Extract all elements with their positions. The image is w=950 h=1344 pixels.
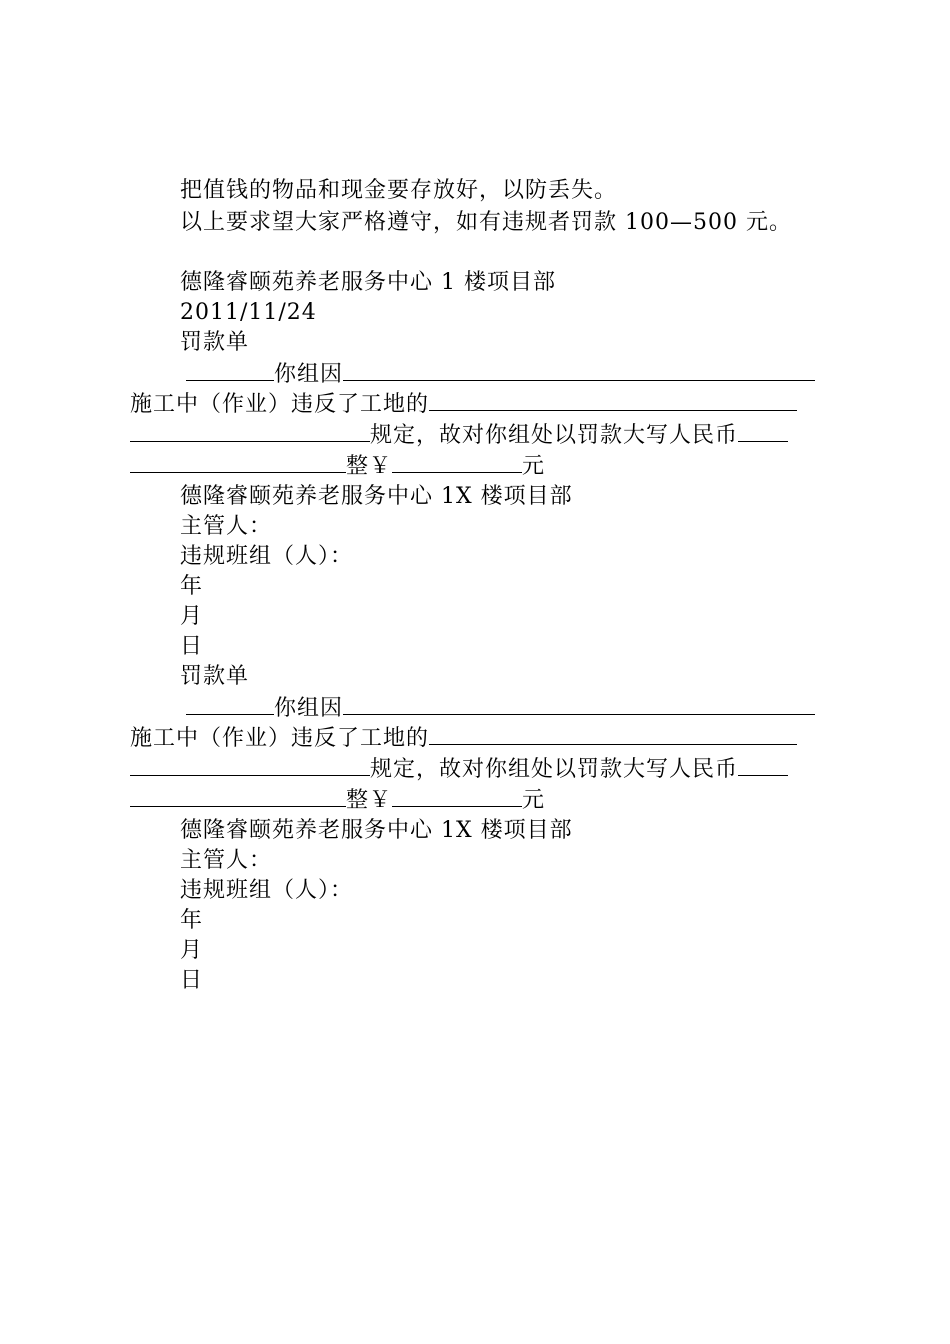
- form-amount-line: [130, 452, 545, 482]
- because-text: 你组因: [274, 362, 344, 387]
- yuan-text: 元: [522, 788, 546, 813]
- because-text: 你组因: [274, 696, 344, 721]
- form-reason-line: [186, 360, 815, 390]
- form-year: 年: [180, 574, 204, 599]
- yuan-text: 元: [522, 454, 546, 479]
- amount-number-blank[interactable]: [392, 786, 522, 807]
- amount-number-blank[interactable]: [392, 452, 522, 473]
- construction-text: 施工中（作业）违反了工地的: [130, 726, 430, 751]
- reason-blank[interactable]: [343, 360, 815, 381]
- form-title: 罚款单: [180, 664, 250, 689]
- form-rule-line: [130, 421, 788, 451]
- form-day: 日: [180, 634, 204, 659]
- rule-blank-cont[interactable]: [130, 755, 370, 776]
- form-org: 德隆睿颐苑养老服务中心 1X 楼项目部: [180, 484, 573, 509]
- whole-text: 整￥: [346, 454, 393, 479]
- intro-line-1: 把值钱的物品和现金要存放好，以防丢失。: [180, 178, 618, 203]
- form-month: 月: [180, 938, 204, 963]
- form-year: 年: [180, 908, 204, 933]
- reason-blank[interactable]: [343, 694, 815, 715]
- amount-words-blank-cont[interactable]: [130, 452, 346, 473]
- rule-blank[interactable]: [429, 390, 797, 411]
- team-blank[interactable]: [186, 694, 274, 715]
- intro-line-2: 以上要求望大家严格遵守，如有违规者罚款 100—500 元。: [180, 210, 792, 235]
- form-day: 日: [180, 968, 204, 993]
- rule-text: 规定，故对你组处以罚款大写人民币: [370, 757, 739, 782]
- form-amount-line: [130, 786, 545, 816]
- form-violator: 违规班组（人）：: [180, 878, 354, 903]
- form-violator: 违规班组（人）：: [180, 544, 354, 569]
- intro-org: 德隆睿颐苑养老服务中心 1 楼项目部: [180, 270, 556, 295]
- form-supervisor: 主管人：: [180, 848, 273, 873]
- rule-text: 规定，故对你组处以罚款大写人民币: [370, 423, 739, 448]
- form-org: 德隆睿颐苑养老服务中心 1X 楼项目部: [180, 818, 573, 843]
- whole-text: 整￥: [346, 788, 393, 813]
- rule-blank[interactable]: [429, 724, 797, 745]
- rule-blank-cont[interactable]: [130, 421, 370, 442]
- team-blank[interactable]: [186, 360, 274, 381]
- amount-words-blank[interactable]: [738, 421, 788, 442]
- form-rule-line: [130, 755, 788, 785]
- form-reason-line: [186, 694, 815, 724]
- form-month: 月: [180, 604, 204, 629]
- construction-text: 施工中（作业）违反了工地的: [130, 392, 430, 417]
- form-supervisor: 主管人：: [180, 514, 273, 539]
- intro-date: 2011/11/24: [180, 300, 317, 325]
- amount-words-blank-cont[interactable]: [130, 786, 346, 807]
- amount-words-blank[interactable]: [738, 755, 788, 776]
- form-construction-line: [130, 390, 797, 420]
- form-title: 罚款单: [180, 330, 250, 355]
- form-construction-line: [130, 724, 797, 754]
